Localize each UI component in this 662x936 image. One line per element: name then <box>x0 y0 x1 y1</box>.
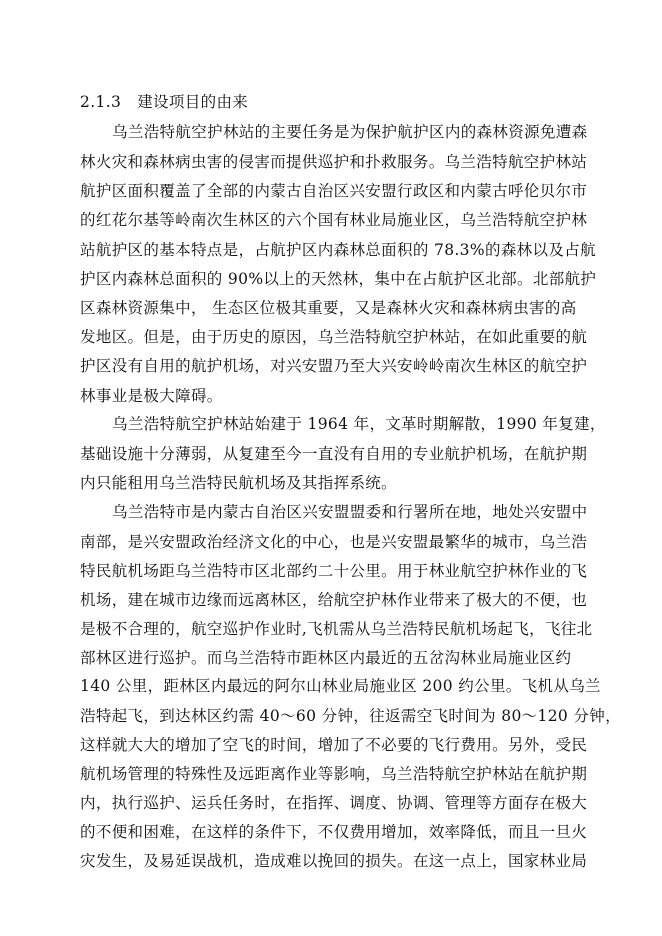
paragraph-1-line-2: 林火灾和森林病虫害的侵害而提供巡护和扑救服务。乌兰浩特航空护林站 <box>80 153 588 171</box>
paragraph-1-line-1: 乌兰浩特航空护林站的主要任务是为保护航护区内的森林资源免遭森 <box>112 123 588 141</box>
paragraph-3-line-11: 内，执行巡护、运兵任务时，在指挥、调度、协调、管理等方面存在极大 <box>80 794 588 812</box>
section-title: 建设项目的由来 <box>137 93 249 111</box>
paragraph-1-line-8: 发地区。但是，由于历史的原因，乌兰浩特航空护林站，在如此重要的航 <box>80 328 588 346</box>
paragraph-2-line-3: 内只能租用乌兰浩特民航机场及其指挥系统。 <box>80 474 398 492</box>
paragraph-3-line-12: 的不便和困难，在这样的条件下，不仅费用增加，效率降低，而且一旦火 <box>80 823 588 841</box>
paragraph-1-line-3: 航护区面积覆盖了全部的内蒙古自治区兴安盟行政区和内蒙古呼伦贝尔市 <box>80 182 588 200</box>
paragraph-1-line-9: 护区没有自用的航护机场，对兴安盟乃至大兴安岭岭南次生林区的航空护 <box>80 357 588 375</box>
paragraph-1-line-4: 的红花尔基等岭南次生林区的六个国有林业局施业区，乌兰浩特航空护林 <box>80 211 588 229</box>
paragraph-1-line-6: 护区内森林总面积的 90%以上的天然林，集中在占航护区北部。北部航护 <box>80 270 597 288</box>
paragraph-3-line-5: 是极不合理的，航空巡护作业时,飞机需从乌兰浩特民航机场起飞，飞往北 <box>80 620 593 638</box>
paragraph-3-line-4: 机场，建在城市边缘而远离林区，给航空护林作业带来了极大的不便，也 <box>80 591 588 609</box>
paragraph-3-line-2: 南部，是兴安盟政治经济文化的中心，也是兴安盟最繁华的城市，乌兰浩 <box>80 533 588 551</box>
paragraph-3-line-7: 140 公里，距林区内最远的阿尔山林业局施业区 200 约公里。飞机从乌兰 <box>80 677 601 695</box>
paragraph-3-line-13: 灾发生，及易延误战机，造成难以挽回的损失。在这一点上，国家林业局 <box>80 852 588 870</box>
paragraph-3-line-3: 特民航机场距乌兰浩特市区北部约二十公里。用于林业航空护林作业的飞 <box>80 562 588 580</box>
section-heading <box>80 92 248 112</box>
paragraph-3-line-9: 这样就大大的增加了空飞的时间，增加了不必要的飞行费用。另外，受民 <box>80 736 588 754</box>
paragraph-3-line-10: 航机场管理的特殊性及远距离作业等影响，乌兰浩特航空护林站在航护期 <box>80 765 588 783</box>
paragraph-3-line-6: 部林区进行巡护。而乌兰浩特市距林区内最近的五岔沟林业局施业区约 <box>80 649 572 667</box>
section-number: 2.1.3 <box>80 93 122 111</box>
paragraph-3-line-1: 乌兰浩特市是内蒙古自治区兴安盟盟委和行署所在地，地处兴安盟中 <box>112 503 588 521</box>
paragraph-1-line-5: 站航护区的基本特点是，占航护区内森林总面积的 78.3%的森林以及占航 <box>80 241 596 259</box>
paragraph-1-line-10: 林事业是极大障碍。 <box>80 387 223 405</box>
paragraph-1-line-7: 区森林资源集中， 生态区位极其重要，又是森林火灾和森林病虫害的高 <box>80 299 577 317</box>
paragraph-3-line-8: 浩特起飞，到达林区约需 40～60 分钟，往返需空飞时间为 80～120 分钟， <box>80 707 621 725</box>
paragraph-2-line-1: 乌兰浩特航空护林站始建于 1964 年，文革时期解散，1990 年复建， <box>112 415 606 433</box>
paragraph-2-line-2: 基础设施十分薄弱，从复建至今一直没有自用的专业航护机场，在航护期 <box>80 445 588 463</box>
